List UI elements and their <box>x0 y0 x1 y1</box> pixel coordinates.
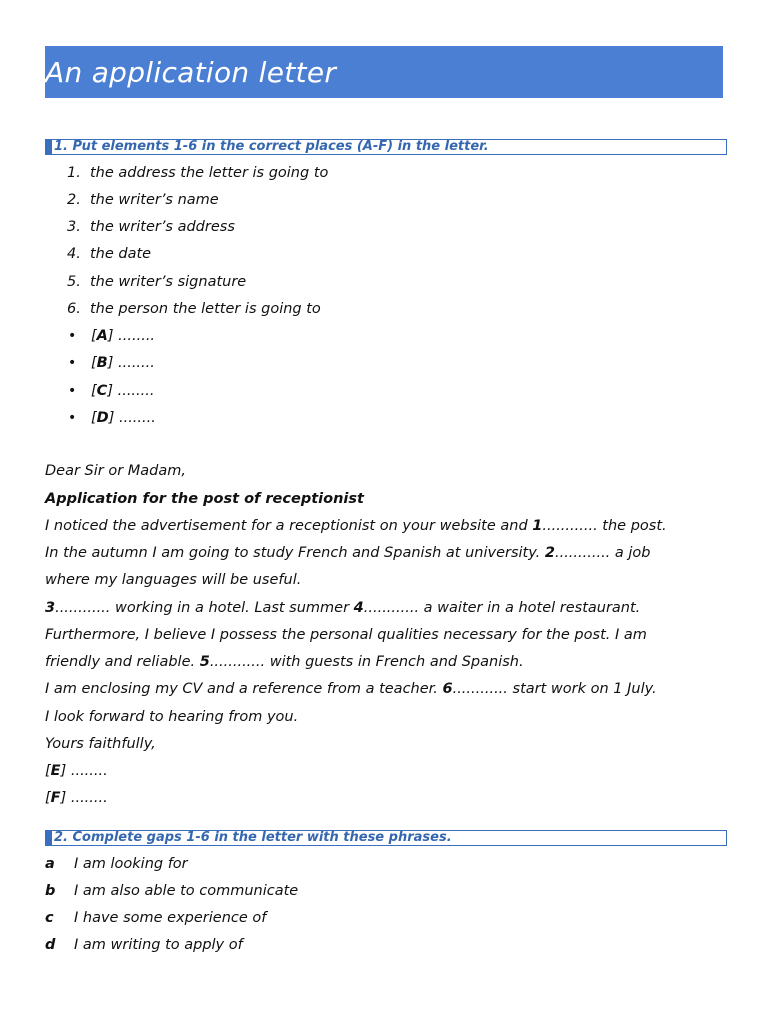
gap-number: 5 <box>199 654 210 670</box>
letter-line: I am enclosing my CV and a reference from a teacher. 6............ start work on 1 July. <box>45 681 657 697</box>
bullet-icon: • <box>68 383 77 399</box>
list-item <box>67 246 151 266</box>
list-number: 1. <box>67 165 81 181</box>
section2-heading: 2. Complete gaps 1-6 in the letter with these phrases. <box>54 830 452 845</box>
section2-heading-box <box>45 830 727 846</box>
gap-number: 1 <box>532 518 543 534</box>
letter-line: where my languages will be useful. <box>45 572 302 588</box>
letter-line: I noticed the advertisement for a receptionist on your website and 1............ the post. <box>45 518 667 534</box>
bullet-icon: • <box>68 410 77 426</box>
phrase-text: I have some experience of <box>74 910 267 926</box>
list-item <box>67 274 246 294</box>
letter-line: friendly and reliable. 5............ with guests in French and Spanish. <box>45 654 524 670</box>
list-item <box>67 301 321 321</box>
letter-line: Furthermore, I believe I possess the personal qualities necessary for the post. I am <box>45 627 647 643</box>
phrase-item <box>45 856 188 872</box>
list-item <box>67 219 235 239</box>
list-number: 4. <box>67 246 81 262</box>
placeholder-item: • [A] ........ <box>68 328 156 344</box>
placeholder-letter: F <box>50 790 61 806</box>
phrase-text: I am writing to apply of <box>74 937 243 953</box>
section1-heading-box <box>45 139 727 155</box>
phrase-text: I am also able to communicate <box>74 883 299 899</box>
phrase-letter: a <box>45 856 55 872</box>
letter-closing: Yours faithfully, <box>45 736 156 752</box>
placeholder-item: • [B] ........ <box>68 355 155 371</box>
letter-line: 3............ working in a hotel. Last summer 4............ a waiter in a hotel restaurant. <box>45 600 641 616</box>
list-number: 2. <box>67 192 81 208</box>
phrase-letter: c <box>45 910 54 926</box>
placeholder-letter: C <box>96 383 108 399</box>
phrase-letter: d <box>45 937 56 953</box>
bullet-icon: • <box>68 355 77 371</box>
title-banner <box>45 46 723 98</box>
phrase-letter: b <box>45 883 56 899</box>
list-text: the person the letter is going to <box>90 301 321 317</box>
phrase-text: I am looking for <box>74 856 188 872</box>
list-text: the date <box>90 246 152 262</box>
placeholder-letter: B <box>96 355 108 371</box>
list-number: 3. <box>67 219 81 235</box>
placeholder-letter: A <box>96 328 108 344</box>
list-item <box>67 192 219 212</box>
placeholder-e: [E] ........ <box>45 763 108 779</box>
page-title: An application letter <box>45 56 337 89</box>
gap-number: 6 <box>442 681 453 697</box>
letter-line: I look forward to hearing from you. <box>45 709 299 725</box>
placeholder-f: [F] ........ <box>45 790 108 806</box>
letter-subject: Application for the post of receptionist <box>45 491 364 507</box>
list-text: the writer’s name <box>90 192 219 208</box>
placeholder-item: • [D] ........ <box>68 410 156 426</box>
letter-line: In the autumn I am going to study French and Spanish at university. 2............ a job <box>45 545 651 561</box>
section1-heading: 1. Put elements 1-6 in the correct places (A-F) in the letter. <box>54 139 489 154</box>
letter-greeting: Dear Sir or Madam, <box>45 463 187 479</box>
bullet-icon: • <box>68 328 77 344</box>
list-item <box>67 165 328 185</box>
gap-number: 3 <box>45 600 56 616</box>
list-number: 5. <box>67 274 81 290</box>
phrase-item <box>45 937 243 953</box>
list-text: the writer’s signature <box>90 274 247 290</box>
placeholder-letter: D <box>96 410 109 426</box>
list-text: the writer’s address <box>90 219 235 235</box>
gap-number: 4 <box>353 600 364 616</box>
list-text: the address the letter is going to <box>90 165 329 181</box>
list-number: 6. <box>67 301 81 317</box>
placeholder-letter: E <box>50 763 61 779</box>
placeholder-item: • [C] ........ <box>68 383 155 399</box>
phrase-item <box>45 910 266 926</box>
phrase-item <box>45 883 298 899</box>
gap-number: 2 <box>544 545 555 561</box>
